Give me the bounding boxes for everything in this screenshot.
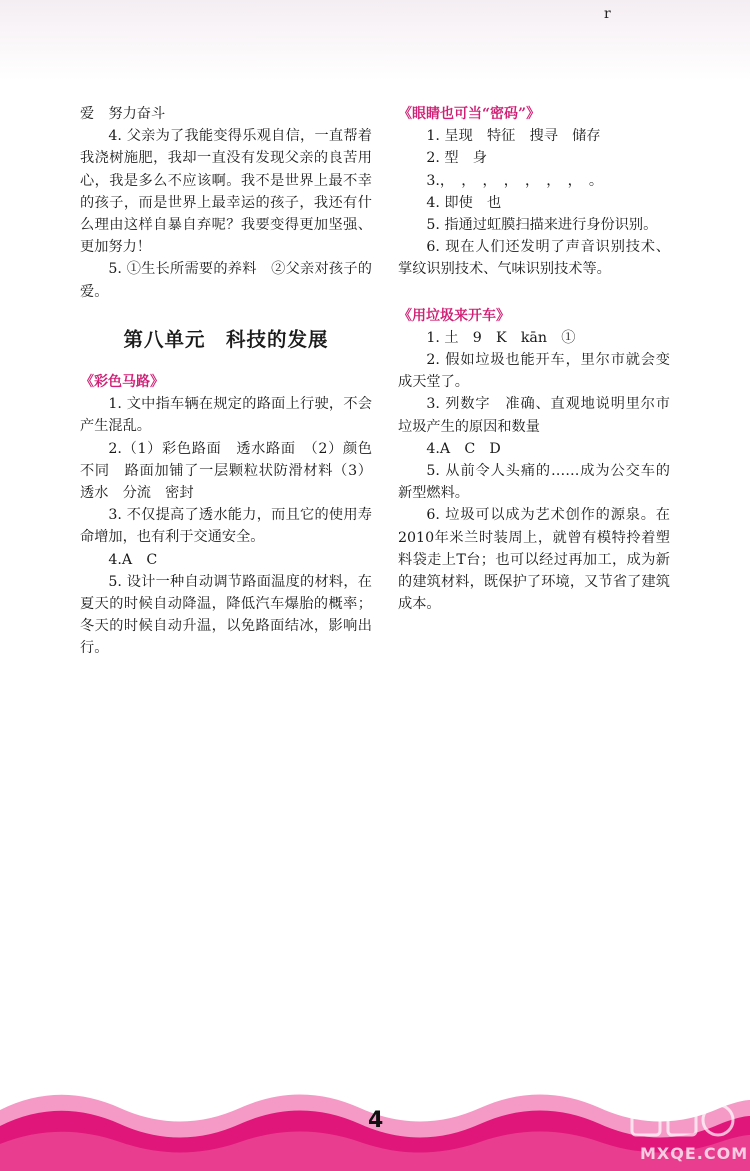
answer-line: 4.A C: [108, 551, 158, 568]
section-title: 《眼睛也可当“密码”》: [398, 106, 541, 122]
answer-line: 6. 现在人们还发明了声音识别技术、掌纹识别技术、气味识别技术等。: [398, 239, 670, 278]
answer-line: 5. 从前令人头痛的……成为公交车的新型燃料。: [398, 463, 670, 502]
corner-mark: r: [604, 6, 611, 22]
answer-line: 5. 设计一种自动调节路面温度的材料，在夏天的时候自动降温，降低汽车爆胎的概率；冬天的时候自动升温，以免路面结冰，影响出行。: [80, 573, 372, 657]
page-number: 4: [368, 1108, 384, 1133]
answer-line: 1. 文中指车辆在规定的路面上行驶，不会产生混乱。: [80, 396, 372, 435]
answer-line: 5. ①生长所需要的养料 ②父亲对孩子的爱。: [80, 261, 372, 300]
answer-line: 2.（1）彩色路面 透水路面 （2）颜色不同 路面加铺了一层颗粒状防滑材料（3）透水 分流 密封: [80, 440, 372, 502]
answer-line: 3. 列数字 准确、直观地说明里尔市垃圾产生的原因和数量: [398, 396, 670, 435]
answer-line: 4. 父亲为了我能变得乐观自信，一直帮着我浇树施肥，我却一直没有发现父亲的良苦用心，我是多么不应该啊。我不是世界上最不幸的孩子，而是世界上最幸运的孩子，我还有什么理由这样自暴自弃呢？我要变得更加坚强、更加努力！: [80, 128, 372, 256]
answer-line: 1. 土 9 K kān ①: [426, 329, 576, 346]
answer-line: 3.， ， ， ， ， ， ， 。: [426, 172, 604, 189]
page-header-band: [0, 0, 750, 80]
answer-line: 2. 假如垃圾也能开车，里尔市就会变成天堂了。: [398, 352, 670, 391]
answer-line: 3. 不仅提高了透水能力，而且它的使用寿命增加，也有利于交通安全。: [80, 507, 372, 546]
answer-line: 2. 型 身: [426, 150, 487, 167]
answer-line: 爱 努力奋斗: [80, 106, 166, 122]
watermark-logo-icon: [628, 1099, 738, 1145]
answer-line: 4.A C D: [426, 440, 501, 457]
answer-line: 6. 垃圾可以成为艺术创作的源泉。在2010年米兰时装周上，就曾有模特拎着塑料袋走上T台；也可以经过再加工，成为新的建筑材料，既保护了环境，又节省了建筑成本。: [398, 507, 670, 613]
section-title: 《彩色马路》: [80, 374, 164, 391]
answer-line: 5. 指通过虹膜扫描来进行身份识别。: [426, 217, 658, 234]
watermark-text: MXQE.COM: [640, 1144, 749, 1163]
left-column: [80, 103, 372, 660]
right-column: [398, 103, 670, 615]
answer-line: 4. 即使 也: [426, 194, 502, 211]
answer-line: 1. 呈现 特征 搜寻 储存: [426, 128, 601, 145]
unit-title: 第八单元 科技的发展: [123, 327, 329, 351]
section-title: 《用垃圾来开车》: [398, 307, 510, 324]
